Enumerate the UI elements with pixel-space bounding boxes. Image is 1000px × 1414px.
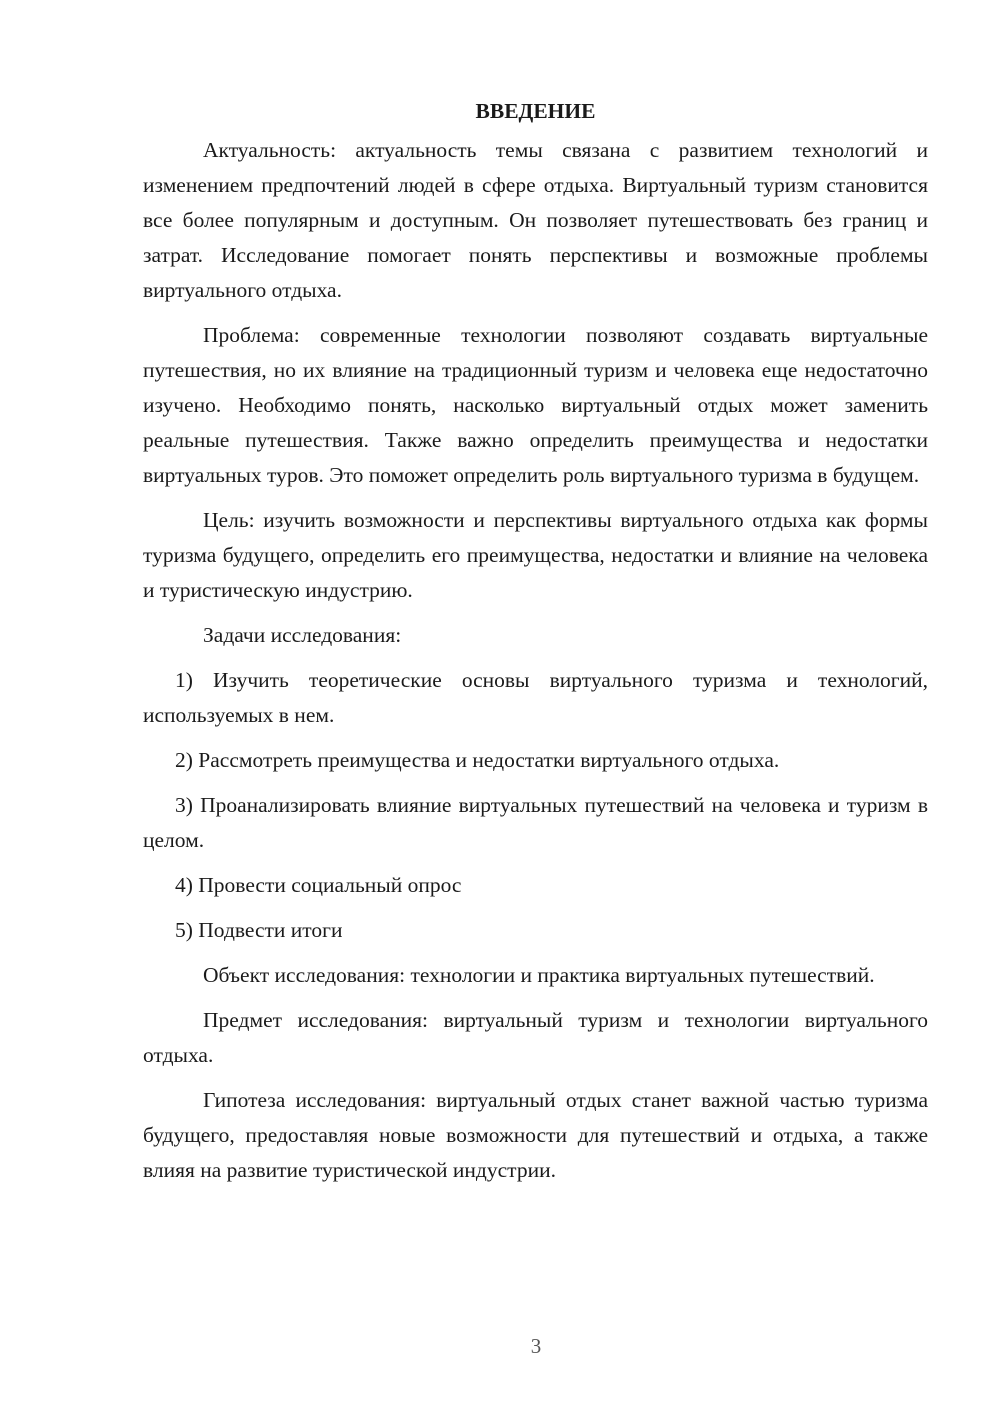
task-item-2: 2) Рассмотреть преимущества и недостатки виртуального отдыха. bbox=[175, 748, 780, 772]
paragraph-subject: Предмет исследования: виртуальный туризм и технологии виртуального отдыха. bbox=[143, 1008, 928, 1067]
section-heading: ВВЕДЕНИЕ bbox=[475, 99, 596, 123]
task-item-5: 5) Подвести итоги bbox=[175, 918, 343, 942]
paragraph-relevance: Актуальность: актуальность темы связана с развитием технологий и изменением предпочтений людей в сфере отдыха. Виртуальный туризм становится все более популярным и доступным. Он позволяет путешествовать без границ и затрат. Исследование помогает понять перспективы и возможные проблемы виртуального отдыха. bbox=[143, 138, 928, 302]
paragraph-hypothesis: Гипотеза исследования: виртуальный отдых станет важной частью туризма будущего, предоставляя новые возможности для путешествий и отдыха, а также влияя на развитие туристической индустрии. bbox=[143, 1088, 928, 1182]
paragraph-problem: Проблема: современные технологии позволяют создавать виртуальные путешествия, но их влияние на традиционный туризм и человека еще недостаточно изучено. Необходимо понять, насколько виртуальный отдых может заменить реальные путешествия. Также важно определить преимущества и недостатки виртуальных туров. Это поможет определить роль виртуального туризма в будущем. bbox=[143, 323, 928, 487]
paragraph-goal: Цель: изучить возможности и перспективы виртуального отдыха как формы туризма будущего, определить его преимущества, недостатки и влияние на человека и туристическую индустрию. bbox=[143, 508, 928, 602]
paragraph-object: Объект исследования: технологии и практика виртуальных путешествий. bbox=[203, 963, 875, 987]
task-item-4: 4) Провести социальный опрос bbox=[175, 873, 462, 897]
task-item-3: 3) Проанализировать влияние виртуальных путешествий на человека и туризм в целом. bbox=[143, 793, 928, 852]
paragraph-tasks-intro: Задачи исследования: bbox=[203, 623, 402, 647]
task-item-1: 1) Изучить теоретические основы виртуального туризма и технологий, используемых в нем. bbox=[143, 668, 928, 727]
page-number: 3 bbox=[530, 1334, 542, 1358]
page-body bbox=[143, 94, 928, 1198]
